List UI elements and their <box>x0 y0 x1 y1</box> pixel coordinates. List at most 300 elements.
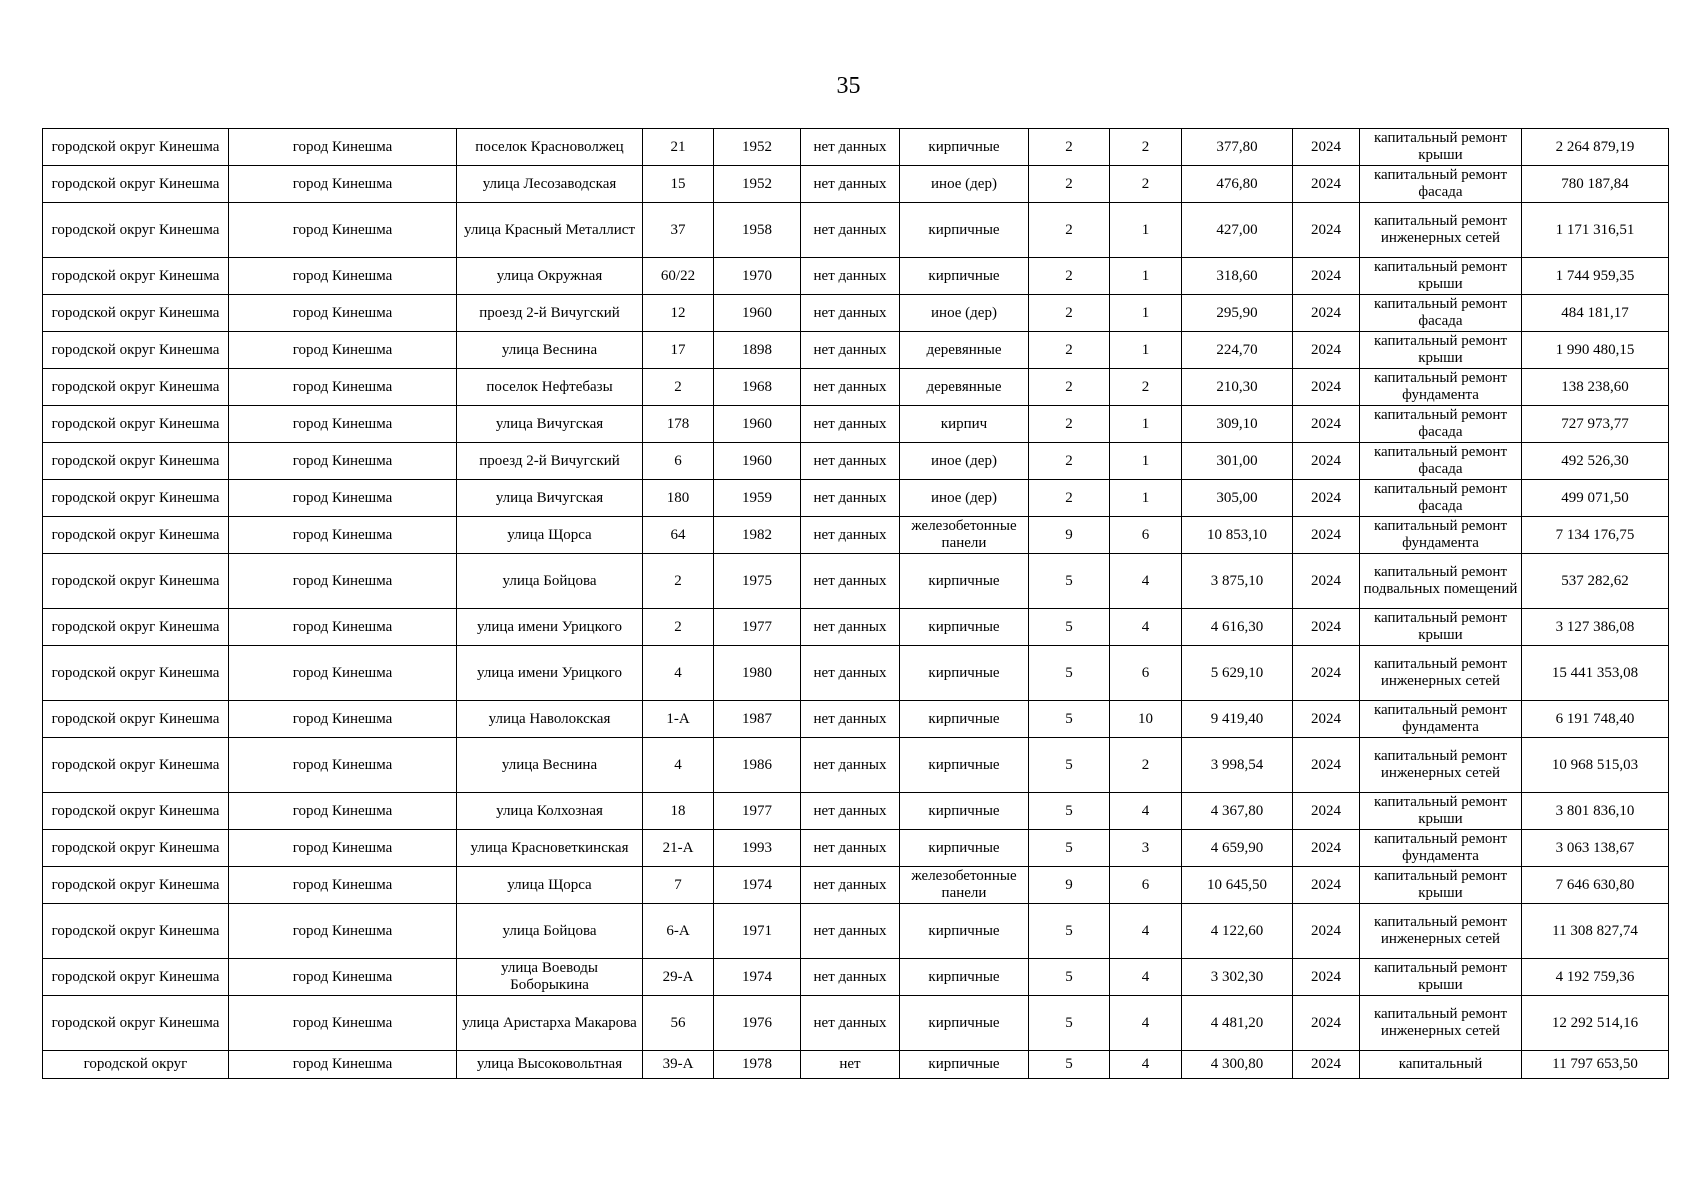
floors-cell: 5 <box>1029 554 1110 609</box>
house-number-cell: 37 <box>643 203 714 258</box>
cost-cell: 4 192 759,36 <box>1522 959 1669 996</box>
house-number-cell: 2 <box>643 554 714 609</box>
table-row <box>43 517 1669 554</box>
municipality-cell: городской округ Кинешма <box>43 480 229 517</box>
build-year-cell: 1978 <box>714 1051 801 1079</box>
floors-cell: 5 <box>1029 609 1110 646</box>
wall-material-cell: кирпичные <box>900 646 1029 701</box>
entrances-cell: 6 <box>1110 867 1182 904</box>
floors-cell: 2 <box>1029 166 1110 203</box>
commissioning-year-cell: нет данных <box>801 738 900 793</box>
area-cell: 295,90 <box>1182 295 1293 332</box>
wall-material-cell: кирпичные <box>900 129 1029 166</box>
repair-year-cell: 2024 <box>1293 959 1360 996</box>
entrances-cell: 4 <box>1110 554 1182 609</box>
build-year-cell: 1974 <box>714 867 801 904</box>
build-year-cell: 1968 <box>714 369 801 406</box>
repair-type-cell: капитальный ремонт крыши <box>1360 793 1522 830</box>
entrances-cell: 2 <box>1110 129 1182 166</box>
floors-cell: 5 <box>1029 738 1110 793</box>
repair-year-cell: 2024 <box>1293 830 1360 867</box>
floors-cell: 9 <box>1029 867 1110 904</box>
municipality-cell: городской округ Кинешма <box>43 369 229 406</box>
build-year-cell: 1952 <box>714 166 801 203</box>
build-year-cell: 1971 <box>714 904 801 959</box>
area-cell: 3 998,54 <box>1182 738 1293 793</box>
commissioning-year-cell: нет данных <box>801 332 900 369</box>
commissioning-year-cell: нет данных <box>801 904 900 959</box>
commissioning-year-cell: нет данных <box>801 369 900 406</box>
wall-material-cell: железобетонные панели <box>900 517 1029 554</box>
commissioning-year-cell: нет данных <box>801 480 900 517</box>
entrances-cell: 10 <box>1110 701 1182 738</box>
area-cell: 5 629,10 <box>1182 646 1293 701</box>
settlement-cell: город Кинешма <box>229 295 457 332</box>
repair-type-cell: капитальный ремонт крыши <box>1360 959 1522 996</box>
floors-cell: 5 <box>1029 959 1110 996</box>
street-cell: улица Вичугская <box>457 480 643 517</box>
table-row <box>43 904 1669 959</box>
house-number-cell: 56 <box>643 996 714 1051</box>
settlement-cell: город Кинешма <box>229 959 457 996</box>
street-cell: улица Воеводы Боборыкина <box>457 959 643 996</box>
municipality-cell: городской округ Кинешма <box>43 406 229 443</box>
entrances-cell: 6 <box>1110 517 1182 554</box>
table-row <box>43 129 1669 166</box>
street-cell: улица Щорса <box>457 867 643 904</box>
street-cell: улица Аристарха Макарова <box>457 996 643 1051</box>
floors-cell: 2 <box>1029 369 1110 406</box>
repair-type-cell: капитальный ремонт фундамента <box>1360 517 1522 554</box>
wall-material-cell: кирпичные <box>900 203 1029 258</box>
wall-material-cell: деревянные <box>900 369 1029 406</box>
build-year-cell: 1970 <box>714 258 801 295</box>
settlement-cell: город Кинешма <box>229 129 457 166</box>
municipality-cell: городской округ Кинешма <box>43 701 229 738</box>
repair-type-cell: капитальный ремонт инженерных сетей <box>1360 738 1522 793</box>
wall-material-cell: иное (дер) <box>900 480 1029 517</box>
wall-material-cell: кирпичные <box>900 701 1029 738</box>
commissioning-year-cell: нет данных <box>801 646 900 701</box>
house-number-cell: 2 <box>643 609 714 646</box>
cost-cell: 1 744 959,35 <box>1522 258 1669 295</box>
entrances-cell: 4 <box>1110 996 1182 1051</box>
repair-type-cell: капитальный ремонт фасада <box>1360 443 1522 480</box>
house-number-cell: 15 <box>643 166 714 203</box>
commissioning-year-cell: нет данных <box>801 867 900 904</box>
cost-cell: 3 801 836,10 <box>1522 793 1669 830</box>
repair-year-cell: 2024 <box>1293 166 1360 203</box>
repair-type-cell: капитальный ремонт подвальных помещений <box>1360 554 1522 609</box>
entrances-cell: 2 <box>1110 369 1182 406</box>
street-cell: улица Веснина <box>457 738 643 793</box>
area-cell: 476,80 <box>1182 166 1293 203</box>
repair-year-cell: 2024 <box>1293 480 1360 517</box>
area-cell: 224,70 <box>1182 332 1293 369</box>
commissioning-year-cell: нет данных <box>801 406 900 443</box>
floors-cell: 2 <box>1029 406 1110 443</box>
wall-material-cell: кирпичные <box>900 258 1029 295</box>
cost-cell: 11 797 653,50 <box>1522 1051 1669 1079</box>
settlement-cell: город Кинешма <box>229 406 457 443</box>
build-year-cell: 1960 <box>714 295 801 332</box>
cost-cell: 537 282,62 <box>1522 554 1669 609</box>
settlement-cell: город Кинешма <box>229 443 457 480</box>
wall-material-cell: кирпичные <box>900 609 1029 646</box>
street-cell: улица Бойцова <box>457 904 643 959</box>
settlement-cell: город Кинешма <box>229 1051 457 1079</box>
municipality-cell: городской округ Кинешма <box>43 443 229 480</box>
entrances-cell: 1 <box>1110 295 1182 332</box>
wall-material-cell: кирпичные <box>900 830 1029 867</box>
entrances-cell: 1 <box>1110 258 1182 295</box>
municipality-cell: городской округ Кинешма <box>43 959 229 996</box>
table-row <box>43 443 1669 480</box>
commissioning-year-cell: нет данных <box>801 443 900 480</box>
municipality-cell: городской округ Кинешма <box>43 830 229 867</box>
street-cell: проезд 2-й Вичугский <box>457 443 643 480</box>
municipality-cell: городской округ Кинешма <box>43 166 229 203</box>
entrances-cell: 2 <box>1110 166 1182 203</box>
street-cell: улица Колхозная <box>457 793 643 830</box>
municipality-cell: городской округ Кинешма <box>43 646 229 701</box>
street-cell: поселок Нефтебазы <box>457 369 643 406</box>
floors-cell: 2 <box>1029 129 1110 166</box>
area-cell: 10 853,10 <box>1182 517 1293 554</box>
municipality-cell: городской округ Кинешма <box>43 258 229 295</box>
settlement-cell: город Кинешма <box>229 646 457 701</box>
repair-type-cell: капитальный <box>1360 1051 1522 1079</box>
repair-type-cell: капитальный ремонт инженерных сетей <box>1360 203 1522 258</box>
commissioning-year-cell: нет <box>801 1051 900 1079</box>
table-row <box>43 203 1669 258</box>
floors-cell: 2 <box>1029 480 1110 517</box>
municipality-cell: городской округ Кинешма <box>43 517 229 554</box>
commissioning-year-cell: нет данных <box>801 996 900 1051</box>
street-cell: улица Бойцова <box>457 554 643 609</box>
build-year-cell: 1982 <box>714 517 801 554</box>
build-year-cell: 1986 <box>714 738 801 793</box>
cost-cell: 7 646 630,80 <box>1522 867 1669 904</box>
repair-type-cell: капитальный ремонт инженерных сетей <box>1360 996 1522 1051</box>
wall-material-cell: кирпичные <box>900 1051 1029 1079</box>
floors-cell: 2 <box>1029 332 1110 369</box>
wall-material-cell: кирпичные <box>900 554 1029 609</box>
repair-year-cell: 2024 <box>1293 517 1360 554</box>
house-number-cell: 21-А <box>643 830 714 867</box>
house-number-cell: 7 <box>643 867 714 904</box>
cost-cell: 492 526,30 <box>1522 443 1669 480</box>
build-year-cell: 1974 <box>714 959 801 996</box>
house-number-cell: 1-А <box>643 701 714 738</box>
repair-year-cell: 2024 <box>1293 129 1360 166</box>
table-row <box>43 295 1669 332</box>
street-cell: улица Окружная <box>457 258 643 295</box>
commissioning-year-cell: нет данных <box>801 793 900 830</box>
municipality-cell: городской округ Кинешма <box>43 554 229 609</box>
commissioning-year-cell: нет данных <box>801 295 900 332</box>
house-number-cell: 12 <box>643 295 714 332</box>
table-row <box>43 554 1669 609</box>
settlement-cell: город Кинешма <box>229 517 457 554</box>
commissioning-year-cell: нет данных <box>801 166 900 203</box>
table-row <box>43 793 1669 830</box>
cost-cell: 3 127 386,08 <box>1522 609 1669 646</box>
commissioning-year-cell: нет данных <box>801 830 900 867</box>
wall-material-cell: кирпич <box>900 406 1029 443</box>
floors-cell: 5 <box>1029 701 1110 738</box>
area-cell: 9 419,40 <box>1182 701 1293 738</box>
area-cell: 4 481,20 <box>1182 996 1293 1051</box>
area-cell: 427,00 <box>1182 203 1293 258</box>
municipality-cell: городской округ Кинешма <box>43 738 229 793</box>
repair-type-cell: капитальный ремонт фасада <box>1360 406 1522 443</box>
wall-material-cell: железобетонные панели <box>900 867 1029 904</box>
commissioning-year-cell: нет данных <box>801 517 900 554</box>
entrances-cell: 2 <box>1110 738 1182 793</box>
municipality-cell: городской округ Кинешма <box>43 904 229 959</box>
commissioning-year-cell: нет данных <box>801 203 900 258</box>
build-year-cell: 1958 <box>714 203 801 258</box>
repair-type-cell: капитальный ремонт крыши <box>1360 258 1522 295</box>
area-cell: 10 645,50 <box>1182 867 1293 904</box>
floors-cell: 9 <box>1029 517 1110 554</box>
municipality-cell: городской округ Кинешма <box>43 793 229 830</box>
cost-cell: 6 191 748,40 <box>1522 701 1669 738</box>
area-cell: 4 367,80 <box>1182 793 1293 830</box>
house-number-cell: 18 <box>643 793 714 830</box>
repair-type-cell: капитальный ремонт инженерных сетей <box>1360 904 1522 959</box>
municipality-cell: городской округ Кинешма <box>43 295 229 332</box>
wall-material-cell: кирпичные <box>900 793 1029 830</box>
street-cell: улица Лесозаводская <box>457 166 643 203</box>
house-number-cell: 17 <box>643 332 714 369</box>
build-year-cell: 1993 <box>714 830 801 867</box>
municipality-cell: городской округ Кинешма <box>43 203 229 258</box>
table-row <box>43 738 1669 793</box>
house-number-cell: 180 <box>643 480 714 517</box>
street-cell: улица Высоковольтная <box>457 1051 643 1079</box>
wall-material-cell: кирпичные <box>900 959 1029 996</box>
table-row <box>43 959 1669 996</box>
cost-cell: 3 063 138,67 <box>1522 830 1669 867</box>
repair-year-cell: 2024 <box>1293 295 1360 332</box>
repair-type-cell: капитальный ремонт крыши <box>1360 609 1522 646</box>
cost-cell: 12 292 514,16 <box>1522 996 1669 1051</box>
street-cell: поселок Красноволжец <box>457 129 643 166</box>
repair-type-cell: капитальный ремонт фундамента <box>1360 830 1522 867</box>
cost-cell: 10 968 515,03 <box>1522 738 1669 793</box>
commissioning-year-cell: нет данных <box>801 129 900 166</box>
floors-cell: 2 <box>1029 203 1110 258</box>
repair-year-cell: 2024 <box>1293 406 1360 443</box>
repair-year-cell: 2024 <box>1293 996 1360 1051</box>
repair-year-cell: 2024 <box>1293 738 1360 793</box>
table-row <box>43 830 1669 867</box>
repair-year-cell: 2024 <box>1293 701 1360 738</box>
settlement-cell: город Кинешма <box>229 369 457 406</box>
street-cell: улица имени Урицкого <box>457 609 643 646</box>
area-cell: 4 616,30 <box>1182 609 1293 646</box>
commissioning-year-cell: нет данных <box>801 609 900 646</box>
floors-cell: 5 <box>1029 1051 1110 1079</box>
build-year-cell: 1976 <box>714 996 801 1051</box>
entrances-cell: 4 <box>1110 959 1182 996</box>
area-cell: 309,10 <box>1182 406 1293 443</box>
build-year-cell: 1959 <box>714 480 801 517</box>
settlement-cell: город Кинешма <box>229 701 457 738</box>
cost-cell: 484 181,17 <box>1522 295 1669 332</box>
build-year-cell: 1898 <box>714 332 801 369</box>
street-cell: улица Щорса <box>457 517 643 554</box>
settlement-cell: город Кинешма <box>229 738 457 793</box>
wall-material-cell: кирпичные <box>900 738 1029 793</box>
street-cell: улица Наволокская <box>457 701 643 738</box>
repair-type-cell: капитальный ремонт крыши <box>1360 332 1522 369</box>
repair-year-cell: 2024 <box>1293 609 1360 646</box>
table-row <box>43 701 1669 738</box>
house-number-cell: 64 <box>643 517 714 554</box>
settlement-cell: город Кинешма <box>229 332 457 369</box>
house-number-cell: 4 <box>643 738 714 793</box>
settlement-cell: город Кинешма <box>229 996 457 1051</box>
house-number-cell: 178 <box>643 406 714 443</box>
repair-year-cell: 2024 <box>1293 646 1360 701</box>
cost-cell: 727 973,77 <box>1522 406 1669 443</box>
house-number-cell: 39-А <box>643 1051 714 1079</box>
area-cell: 4 300,80 <box>1182 1051 1293 1079</box>
repair-type-cell: капитальный ремонт фундамента <box>1360 369 1522 406</box>
street-cell: улица Красноветкинская <box>457 830 643 867</box>
settlement-cell: город Кинешма <box>229 258 457 295</box>
house-number-cell: 4 <box>643 646 714 701</box>
street-cell: улица имени Урицкого <box>457 646 643 701</box>
entrances-cell: 4 <box>1110 904 1182 959</box>
repair-year-cell: 2024 <box>1293 904 1360 959</box>
wall-material-cell: деревянные <box>900 332 1029 369</box>
repair-year-cell: 2024 <box>1293 332 1360 369</box>
settlement-cell: город Кинешма <box>229 793 457 830</box>
cost-cell: 2 264 879,19 <box>1522 129 1669 166</box>
repair-type-cell: капитальный ремонт крыши <box>1360 867 1522 904</box>
settlement-cell: город Кинешма <box>229 609 457 646</box>
commissioning-year-cell: нет данных <box>801 258 900 295</box>
table-row <box>43 1051 1669 1079</box>
repair-type-cell: капитальный ремонт фасада <box>1360 480 1522 517</box>
repair-type-cell: капитальный ремонт инженерных сетей <box>1360 646 1522 701</box>
build-year-cell: 1960 <box>714 406 801 443</box>
area-cell: 301,00 <box>1182 443 1293 480</box>
settlement-cell: город Кинешма <box>229 830 457 867</box>
house-number-cell: 6 <box>643 443 714 480</box>
area-cell: 3 302,30 <box>1182 959 1293 996</box>
repair-year-cell: 2024 <box>1293 203 1360 258</box>
settlement-cell: город Кинешма <box>229 166 457 203</box>
build-year-cell: 1980 <box>714 646 801 701</box>
cost-cell: 499 071,50 <box>1522 480 1669 517</box>
build-year-cell: 1975 <box>714 554 801 609</box>
house-number-cell: 6-А <box>643 904 714 959</box>
repair-year-cell: 2024 <box>1293 443 1360 480</box>
commissioning-year-cell: нет данных <box>801 959 900 996</box>
street-cell: улица Веснина <box>457 332 643 369</box>
page-number: 35 <box>836 73 861 99</box>
settlement-cell: город Кинешма <box>229 904 457 959</box>
build-year-cell: 1952 <box>714 129 801 166</box>
municipality-cell: городской округ Кинешма <box>43 129 229 166</box>
area-cell: 4 659,90 <box>1182 830 1293 867</box>
floors-cell: 5 <box>1029 904 1110 959</box>
table-row <box>43 332 1669 369</box>
municipality-cell: городской округ Кинешма <box>43 996 229 1051</box>
table-row <box>43 166 1669 203</box>
cost-cell: 11 308 827,74 <box>1522 904 1669 959</box>
municipality-cell: городской округ Кинешма <box>43 332 229 369</box>
house-number-cell: 2 <box>643 369 714 406</box>
municipality-cell: городской округ Кинешма <box>43 609 229 646</box>
cost-cell: 1 990 480,15 <box>1522 332 1669 369</box>
build-year-cell: 1987 <box>714 701 801 738</box>
municipality-cell: городской округ Кинешма <box>43 867 229 904</box>
build-year-cell: 1977 <box>714 609 801 646</box>
area-cell: 318,60 <box>1182 258 1293 295</box>
area-cell: 377,80 <box>1182 129 1293 166</box>
repair-year-cell: 2024 <box>1293 369 1360 406</box>
entrances-cell: 1 <box>1110 203 1182 258</box>
settlement-cell: город Кинешма <box>229 867 457 904</box>
repair-year-cell: 2024 <box>1293 793 1360 830</box>
entrances-cell: 6 <box>1110 646 1182 701</box>
entrances-cell: 4 <box>1110 793 1182 830</box>
repair-year-cell: 2024 <box>1293 1051 1360 1079</box>
wall-material-cell: кирпичные <box>900 904 1029 959</box>
house-number-cell: 21 <box>643 129 714 166</box>
house-number-cell: 29-А <box>643 959 714 996</box>
entrances-cell: 4 <box>1110 609 1182 646</box>
repair-year-cell: 2024 <box>1293 867 1360 904</box>
wall-material-cell: иное (дер) <box>900 443 1029 480</box>
cost-cell: 7 134 176,75 <box>1522 517 1669 554</box>
table-row <box>43 867 1669 904</box>
entrances-cell: 4 <box>1110 1051 1182 1079</box>
table-row <box>43 406 1669 443</box>
entrances-cell: 1 <box>1110 332 1182 369</box>
area-cell: 210,30 <box>1182 369 1293 406</box>
settlement-cell: город Кинешма <box>229 203 457 258</box>
table-row <box>43 480 1669 517</box>
floors-cell: 2 <box>1029 443 1110 480</box>
repair-type-cell: капитальный ремонт фасада <box>1360 295 1522 332</box>
repair-type-cell: капитальный ремонт фундамента <box>1360 701 1522 738</box>
commissioning-year-cell: нет данных <box>801 554 900 609</box>
repair-year-cell: 2024 <box>1293 554 1360 609</box>
entrances-cell: 1 <box>1110 443 1182 480</box>
build-year-cell: 1977 <box>714 793 801 830</box>
repair-program-table <box>42 128 1669 1079</box>
settlement-cell: город Кинешма <box>229 480 457 517</box>
table-row <box>43 646 1669 701</box>
municipality-cell: городской округ <box>43 1051 229 1079</box>
table-row <box>43 609 1669 646</box>
repair-year-cell: 2024 <box>1293 258 1360 295</box>
settlement-cell: город Кинешма <box>229 554 457 609</box>
table-row <box>43 996 1669 1051</box>
floors-cell: 5 <box>1029 996 1110 1051</box>
cost-cell: 15 441 353,08 <box>1522 646 1669 701</box>
cost-cell: 138 238,60 <box>1522 369 1669 406</box>
cost-cell: 780 187,84 <box>1522 166 1669 203</box>
table-row <box>43 369 1669 406</box>
